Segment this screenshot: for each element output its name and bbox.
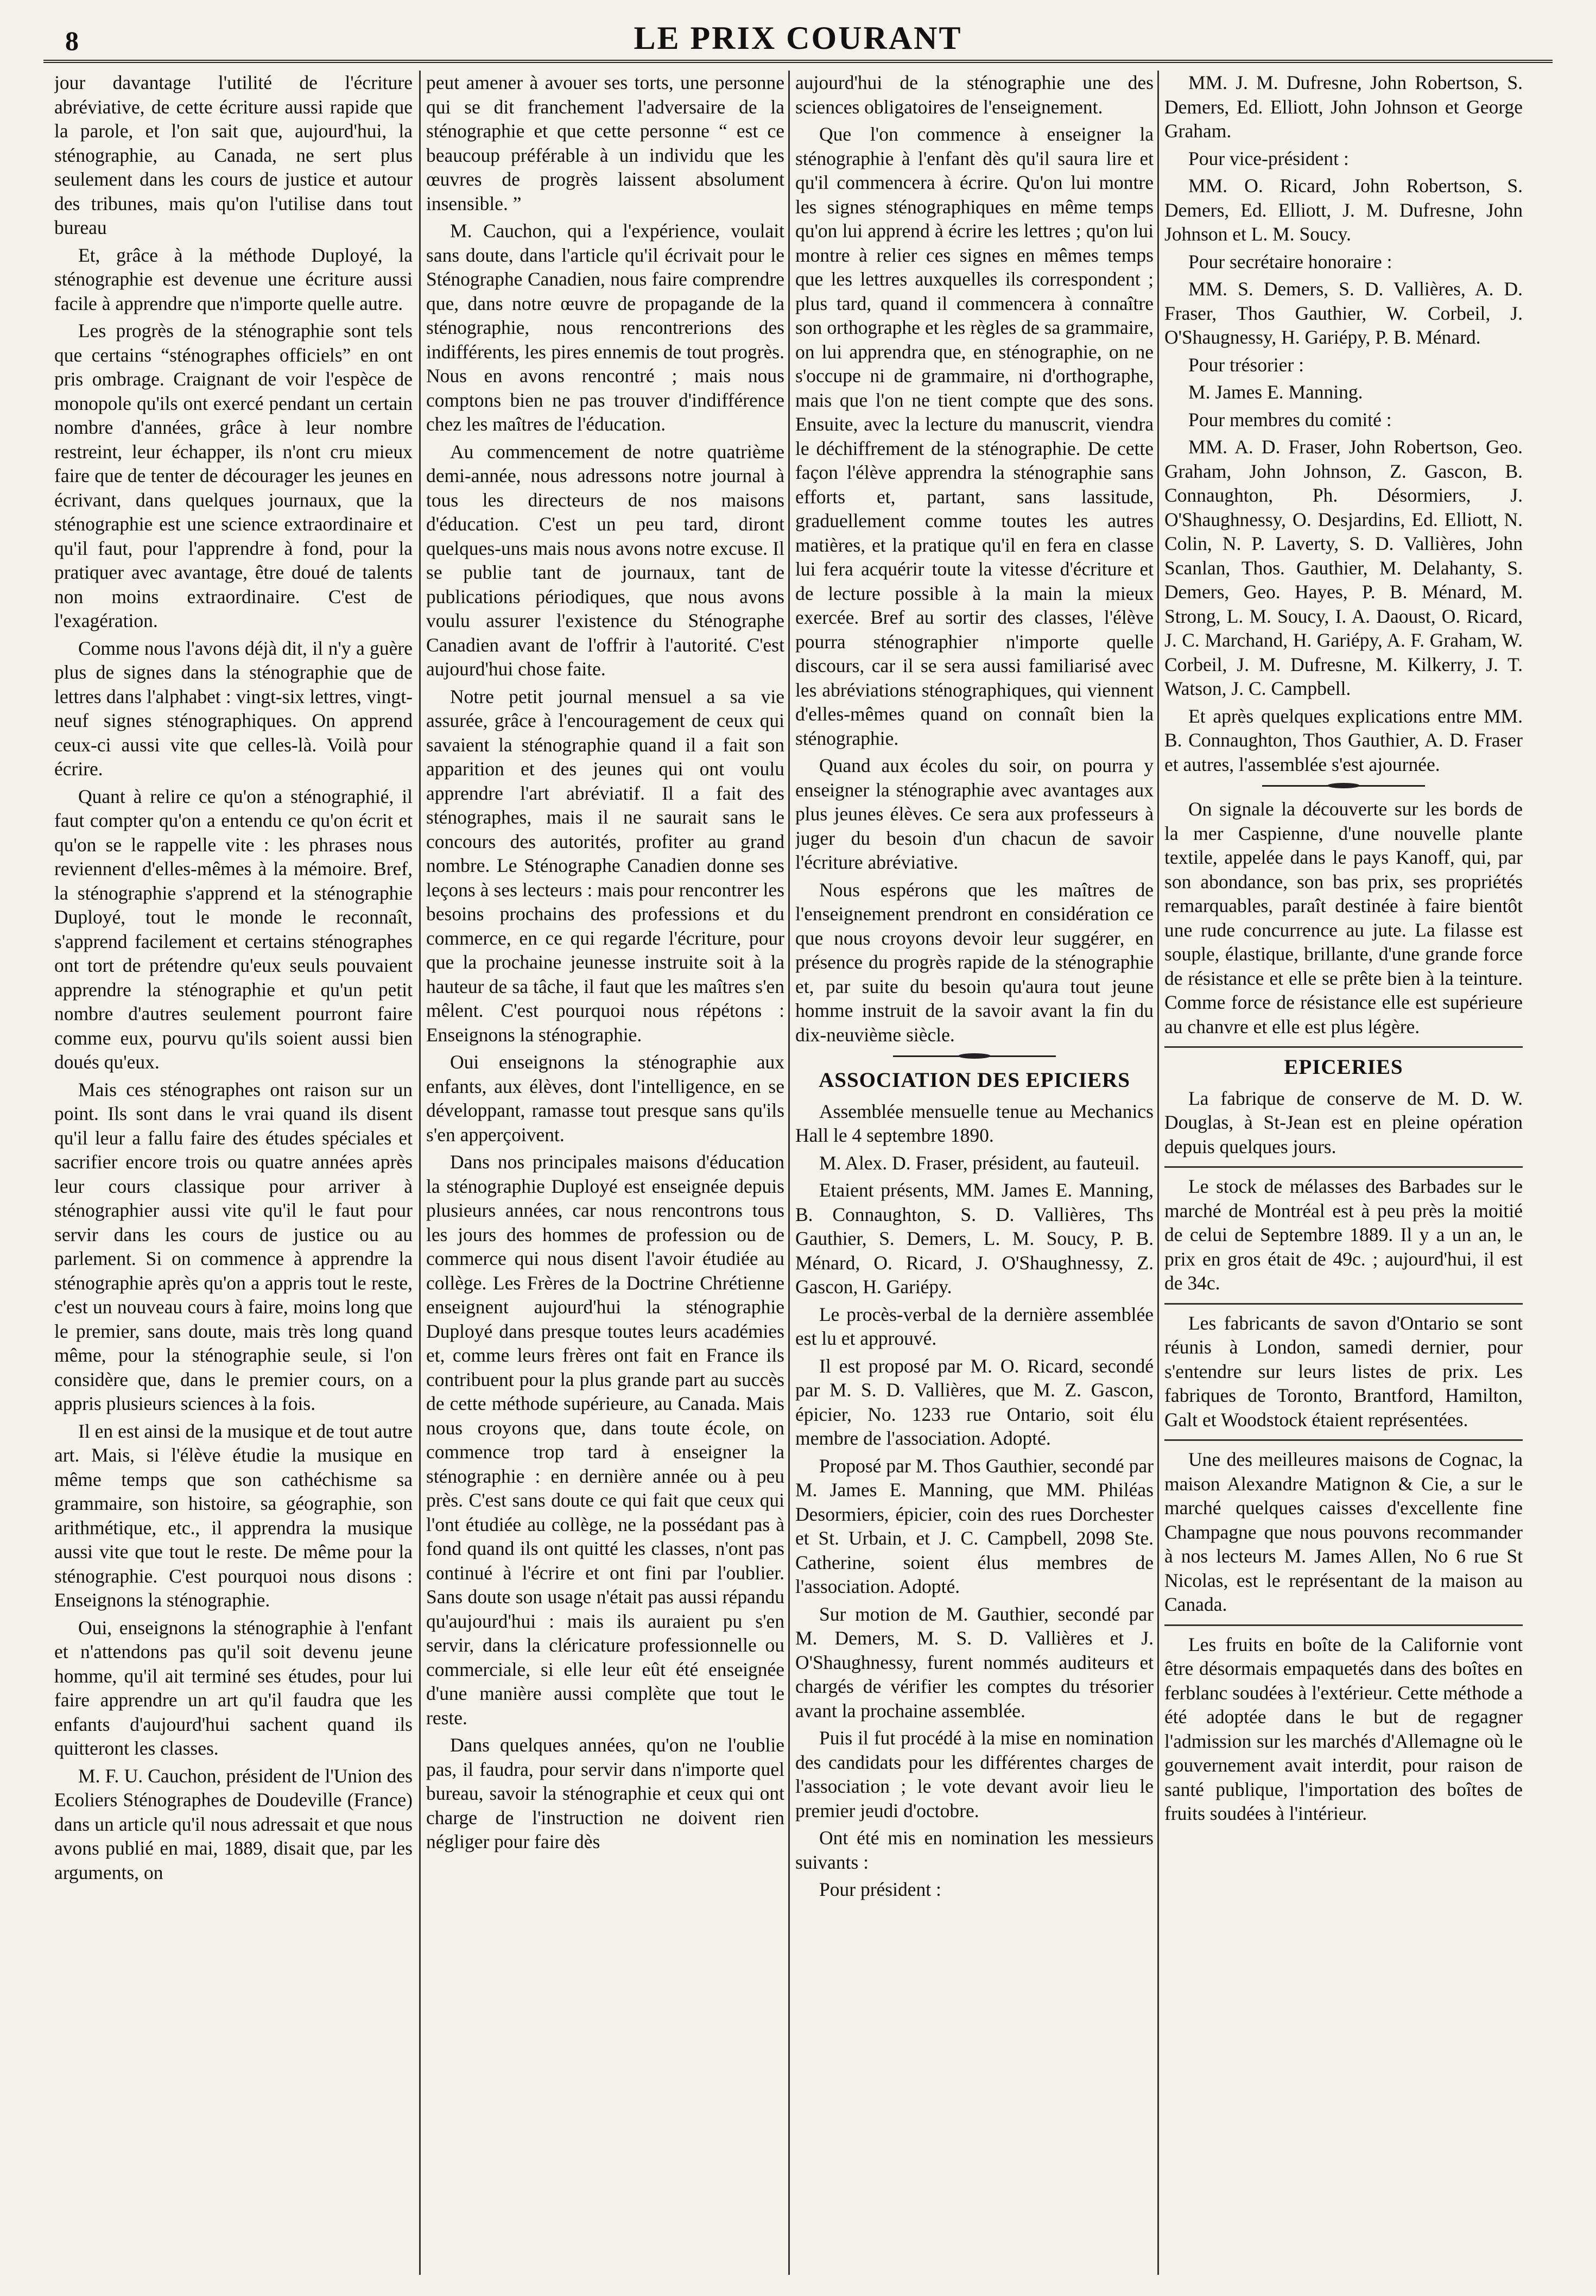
- paragraph: Pour trésorier :: [1188, 353, 1304, 376]
- paragraph: MM. O. Ricard, John Robertson, S. Demers, Ed. Elliott, J. M. Dufresne, John Johnson et L. M. Soucy.: [1164, 175, 1523, 245]
- news-item: La fabrique de conserve de M. D. W. Douglas, à St-Jean est en pleine opération depuis quelques jours.: [1164, 1087, 1523, 1158]
- section-rule: [1164, 1166, 1523, 1168]
- paragraph: Et, grâce à la méthode Duployé, la sténographie est devenue une écriture aussi facile à apprendre que n'importe quelle autre.: [54, 244, 413, 314]
- column-divider: [419, 71, 421, 2275]
- section-rule: [1164, 1439, 1523, 1441]
- paragraph: M. Alex. D. Fraser, président, au fauteuil.: [819, 1152, 1140, 1174]
- paragraph: Oui enseignons la sténographie aux enfants, aux élèves, dont l'intelligence, en se développant, ramasse tout presque sans qu'ils s'en apperçoivent.: [426, 1051, 784, 1146]
- column-1: [54, 71, 413, 2275]
- paragraph: peut amener à avouer ses torts, une personne qui se dit franchement l'adversaire de la sténographie et que cette personne “ est ce beaucoup préférable à un individu que les œuvres de progrès laissent absolument insensible. ”: [426, 72, 784, 214]
- paragraph: Pour secrétaire honoraire :: [1188, 250, 1392, 273]
- column-divider: [1157, 71, 1159, 2275]
- column-2: [426, 71, 784, 2275]
- paragraph: MM. A. D. Fraser, John Robertson, Geo. Graham, John Johnson, Z. Gascon, B. Connaughton, Ph. Désormiers, J. O'Shaughnessy, O. Desjardins, Ed. Elliott, N. Colin, N. P. Laverty, S. D. Vallières, John Scanlan, Thos. Gauthier, M. Delahanty, S. Demers, Geo. Hayes, P. B. Ménard, M. Strong, L. M. Soucy, I. A. Daoust, O. Ricard, J. C. Marchand, H. Gariépy, A. F. Graham, W. Corbeil, J. M. Dufresne, M. Kilkerry, J. T. Watson, J. C. Campbell.: [1164, 436, 1523, 699]
- paragraph: aujourd'hui de la sténographie une des sciences obligatoires de l'enseignement.: [795, 72, 1154, 118]
- paragraph: Etaient présents, MM. James E. Manning, B. Connaughton, S. D. Vallières, Ths Gauthier, S. Demers, L. M. Soucy, P. B. Ménard, O. Ricard, J. O'Shaughnessy, Z. Gascon, H. Gariépy.: [795, 1179, 1154, 1298]
- column-divider: [788, 71, 790, 2275]
- section-separator: [795, 1052, 1154, 1061]
- paragraph: Quand aux écoles du soir, on pourra y enseigner la sténographie avec avantages aux plus jeunes élèves. Ce sera aux professeurs à juger du besoin d'un chacun de savoir l'écriture abréviative.: [795, 755, 1154, 873]
- section-rule: [1164, 1624, 1523, 1626]
- paragraph: Il est proposé par M. O. Ricard, secondé par M. S. D. Vallières, que M. Z. Gascon, épicier, No. 1233 rue Ontario, soit élu membre de l'association. Adopté.: [795, 1355, 1154, 1449]
- section-heading: ASSOCIATION DES EPICIERS: [819, 1068, 1130, 1092]
- paragraph: Proposé par M. Thos Gauthier, secondé par M. James E. Manning, que MM. Philéas Desormiers, épicier, coin des rues Dorchester et St. Urbain, et J. C. Campbell, 2098 Ste. Catherine, soient élus membres de l'association. Adopté.: [795, 1454, 1154, 1597]
- paragraph: On signale la découverte sur les bords de la mer Caspienne, d'une nouvelle plante textile, appelée dans le pays Kanoff, qui, par son abondance, son bas prix, ses propriétés remarquables, paraît destinée à faire bientôt une rude concurrence au jute. La filasse est souple, élastique, brillante, d'une grande force de résistance et elle se prête bien à la teinture. Comme force de résistance elle est supérieure au chanvre et elle est plus légère.: [1164, 798, 1523, 1038]
- paragraph: M. Cauchon, qui a l'expérience, voulait sans doute, dans l'article qu'il écrivait pour le Sténographe Canadien, nous faire comprendre que, dans notre œuvre de propagande de la sténographie, nous rencontrerions des indifférents, les pires ennemis de tout progrès. Nous en avons rencontré ; mais nous comptons bien ne pas trouver d'indifférence chez les maîtres de l'éducation.: [426, 220, 784, 435]
- news-item: Les fabricants de savon d'Ontario se sont réunis à London, samedi dernier, pour s'entendre sur leurs listes de prix. Les fabriques de Toronto, Brantford, Hamilton, Galt et Woodstock étaient représentées.: [1164, 1312, 1523, 1431]
- masthead-title: LE PRIX COURANT: [634, 20, 962, 56]
- section-rule: [1164, 1046, 1523, 1048]
- paragraph: Et après quelques explications entre MM. B. Connaughton, Thos Gauthier, A. D. Fraser et autres, l'assemblée s'est ajournée.: [1164, 705, 1523, 775]
- page-number: 8: [65, 26, 79, 56]
- paragraph: Pour vice-président :: [1188, 147, 1349, 169]
- section-separator: [1164, 782, 1523, 790]
- section-heading: EPICERIES: [1284, 1055, 1403, 1079]
- paragraph: Nous espérons que les maîtres de l'enseignement prendront en considération ce que nous croyons devoir leur suggérer, en présence du progrès rapide de la sténographie et, par suite du besoin qu'aura tout jeune homme instruit de la savoir avant la fin du dix-neuvième siècle.: [795, 878, 1154, 1046]
- paragraph: Comme nous l'avons déjà dit, il n'y a guère plus de signes dans la sténographie que de lettres dans l'alphabet : vingt-six lettres, vingt-neuf signes sténographiques. On apprend ceux-ci aussi vite que celles-là. Voilà pour écrire.: [54, 637, 413, 780]
- paragraph: Quant à relire ce qu'on a sténographié, il faut compter qu'on a entendu ce qu'on écrit et qu'on se le rappelle vite : les phrases nous reviennent d'elles-mêmes à la mémoire. Bref, la sténographie s'apprend et la sténographie Duployé, tout le monde le reconnaît, s'apprend facilement et certains sténographes ont tort de prétendre qu'eux seuls pouvaient apprendre la sténographie et qu'un petit nombre d'autres seulement pourront faire comme eux, pourvu qu'ils soient aussi bien doués qu'eux.: [54, 785, 413, 1073]
- paragraph: Puis il fut procédé à la mise en nomination des candidats pour les différentes charges de l'association ; le vote devant avoir lieu le premier jeudi d'octobre.: [795, 1727, 1154, 1821]
- paragraph: Ont été mis en nomination les messieurs suivants :: [795, 1827, 1154, 1873]
- news-item: Le stock de mélasses des Barbades sur le marché de Montréal est à peu près la moitié de celui de Septembre 1889. Il y a un an, le prix en gros était de 49c. ; aujourd'hui, il est de 34c.: [1164, 1175, 1523, 1294]
- paragraph: M. F. U. Cauchon, président de l'Union des Ecoliers Sténographes de Doudeville (France) dans un article qu'il nous adressait et que nous avons publié en mai, 1889, disait que, par les arguments, on: [54, 1764, 413, 1883]
- paragraph: Dans nos principales maisons d'éducation la sténographie Duployé est enseignée depuis plusieurs années, car nous rencontrons tous les jours des hommes de profession ou de commerce qui nous disent l'avoir étudiée au collège. Les Frères de la Doctrine Chrétienne enseignent aujourd'hui la sténographie Duployé dans presque toutes leurs académies et, comme leurs frères ont fait en France ils contribuent pour la plus grande part au succès de cette méthode supérieure, au Canada. Mais nous croyons que, dans toute école, on commence trop tard à enseigner la sténographie : en dernière année ou à peu près. C'est sans doute ce qui fait que ceux qui l'ont étudiée au collège, ne la possédant pas à fond quand ils ont quitté les classes, n'ont pas continué à l'écrire et ont fini par l'oublier. Sans doute son usage n'était pas aussi répandu qu'aujourd'hui : mais ils auraient pu s'en servir, dans la cléricature professionnelle ou commerciale, si elle leur eût été enseignée d'une manière aussi complète que tout le reste.: [426, 1151, 784, 1729]
- paragraph: Assemblée mensuelle tenue au Mechanics Hall le 4 septembre 1890.: [795, 1100, 1154, 1146]
- paragraph: MM. J. M. Dufresne, John Robertson, S. Demers, Ed. Elliott, John Johnson et George Graham.: [1164, 72, 1523, 142]
- section-rule: [1164, 1303, 1523, 1305]
- paragraph: Pour président :: [819, 1878, 941, 1900]
- paragraph: jour davantage l'utilité de l'écriture abréviative, de cette écriture aussi rapide que la parole, et l'on sait que, aujourd'hui, la sténographie, au Canada, ne sert plus seulement dans les cours de justice et autour des tribunes, mais qu'on l'utilise dans tout bureau: [54, 72, 413, 238]
- paragraph: Que l'on commence à enseigner la sténographie à l'enfant dès qu'il saura lire et qu'il commencera à écrire. Qu'on lui montre les signes sténographiques en même temps qu'on lui apprend à écrire les lettres ; qu'on lui montre à relier ces signes en mêmes temps que les lettres auxquelles ils correspondent ; plus tard, quand il commencera à connaître son orthographe et les règles de sa grammaire, on lui apprendra que, en sténographie, on ne s'occupe ni de grammaire, ni d'orthographe, mais que l'on ne tient compte que des sons. Ensuite, avec la lecture du manuscrit, viendra le déchiffrement de la sténographie. De cette façon l'élève apprendra la sténographie sans efforts et, partant, sans lassitude, graduellement comme toutes les autres matières, et la pratique qu'il en fera en classe lui fera acquérir toute la vitesse d'écriture et de lecture possible à la main la mieux exercée. Bref au sortir des classes, l'élève pourra sténographier n'importe quelle discours, car il se sera aussi familiarisé avec les abréviations sténographiques, qui viennent d'elles-mêmes quand on connaît bien la sténographie.: [795, 123, 1154, 749]
- paragraph: Au commencement de notre quatrième demi-année, nous adressons notre journal à tous les directeurs de nos maisons d'éducation. C'est un peu tard, diront quelques-uns mais nous avons notre excuse. Il se publie tant de journaux, tant de publications périodiques, que nous avons voulu assurer l'existence du Sténographe Canadien avant de l'offrir à l'autorité. C'est aujourd'hui chose faite.: [426, 440, 784, 680]
- news-item: Les fruits en boîte de la Californie vont être désormais empaquetés dans des boîtes en ferblanc soudées à l'extérieur. Cette méthode a été adoptée dans le but de regagner l'admission sur les marchés d'Allemagne où le gouvernement avait interdit, pour raison de santé publique, l'importation des boîtes de fruits soudées à l'intérieur.: [1164, 1633, 1523, 1824]
- column-3: [795, 71, 1154, 2275]
- paragraph: Il en est ainsi de la musique et de tout autre art. Mais, si l'élève étudie la musique en même temps que son cathéchisme sa grammaire, son histoire, sa géographie, son arithmétique, etc., il apprendra la musique aussi vite que tout le reste. De même pour la sténographie. C'est pourquoi nous disons : Enseignons la sténographie.: [54, 1420, 413, 1611]
- news-item: Une des meilleures maisons de Cognac, la maison Alexandre Matignon & Cie, a sur le marché quelques caisses d'excellente fine Champagne que nous pouvons recommander à nos lecteurs M. James Allen, No 6 rue St Nicolas, est le représentant de la maison au Canada.: [1164, 1449, 1523, 1615]
- paragraph: Les progrès de la sténographie sont tels que certains “sténographes officiels” en ont pris ombrage. Craignant de voir l'espèce de monopole qu'ils ont exercé pendant un certain nombre d'années, grâce à leur nombre restreint, leur échapper, ils n'ont cru mieux faire que de tenter de décourager les jeunes en écrivant, dans quelques journaux, que la sténographie est une science extraordinaire et qu'il faut, pour l'apprendre à fond, pour la pratiquer avec avantage, être doué de talents non moins extraordinaire. C'est de l'exagération.: [54, 320, 413, 631]
- paragraph: Le procès-verbal de la dernière assemblée est lu et approuvé.: [795, 1303, 1154, 1349]
- paragraph: Mais ces sténographes ont raison sur un point. Ils sont dans le vrai quand ils disent qu'il leur a fallu faire des études spéciales et sacrifier encore trois ou quatre années après leur cours classique pour arriver à sténographier aussi vite qu'il le faut pour servir dans les cours de justice ou au parlement. Si on commence à apprendre la sténographie après qu'on a appris tout le reste, c'est un nouveau cours à faire, moins long que le premier, sans doute, mais très long quand même, pour la sténographie seule, si l'on considère que, dans le premier cours, on a appris plusieurs sciences à la fois.: [54, 1078, 413, 1414]
- paragraph: MM. S. Demers, S. D. Vallières, A. D. Fraser, Thos Gauthier, W. Corbeil, J. O'Shaugnessy, H. Gariépy, P. B. Ménard.: [1164, 278, 1523, 348]
- paragraph: Pour membres du comité :: [1188, 408, 1392, 431]
- paragraph: M. James E. Manning.: [1188, 381, 1363, 403]
- paragraph: Notre petit journal mensuel a sa vie assurée, grâce à l'encouragement de ceux qui savaient la sténographie quand il a fait son apparition et des jeunes qui ont voulu apprendre l'art abréviatif. Il a fait des sténographes, mais il ne saurait sans le concours des autorités, profiter au grand nombre. Le Sténographe Canadien donne ses leçons à ses lecteurs : mais pour rencontrer les besoins prochains des professions et du commerce, en ce qui regarde l'écriture, pour que la prochaine jeunesse instruite soit à la hauteur de sa tâche, il faut que les maîtres s'en mêlent. C'est pourquoi nous répétons : Enseignons la sténographie.: [426, 685, 784, 1046]
- page-header: [43, 16, 1553, 63]
- column-4: [1164, 71, 1523, 2275]
- paragraph: Oui, enseignons la sténographie à l'enfant et n'attendons pas qu'il soit devenu jeune homme, qu'il ait terminé ses études, pour lui faire apprendre un art qu'il faudra que les enfants d'aujourd'hui sachent quand ils quitteront les classes.: [54, 1616, 413, 1759]
- paragraph: Sur motion de M. Gauthier, secondé par M. Demers, M. S. D. Vallières et J. O'Shaughnessy, furent nommés auditeurs et chargés de vérifier les comptes du trésorier avant la prochaine assemblée.: [795, 1603, 1154, 1722]
- paragraph: Dans quelques années, qu'on ne l'oublie pas, il faudra, pour servir dans n'importe quel bureau, savoir la sténographie et ceux qui ont charge de l'instruction ne doivent rien négliger pour faire dès: [426, 1734, 784, 1852]
